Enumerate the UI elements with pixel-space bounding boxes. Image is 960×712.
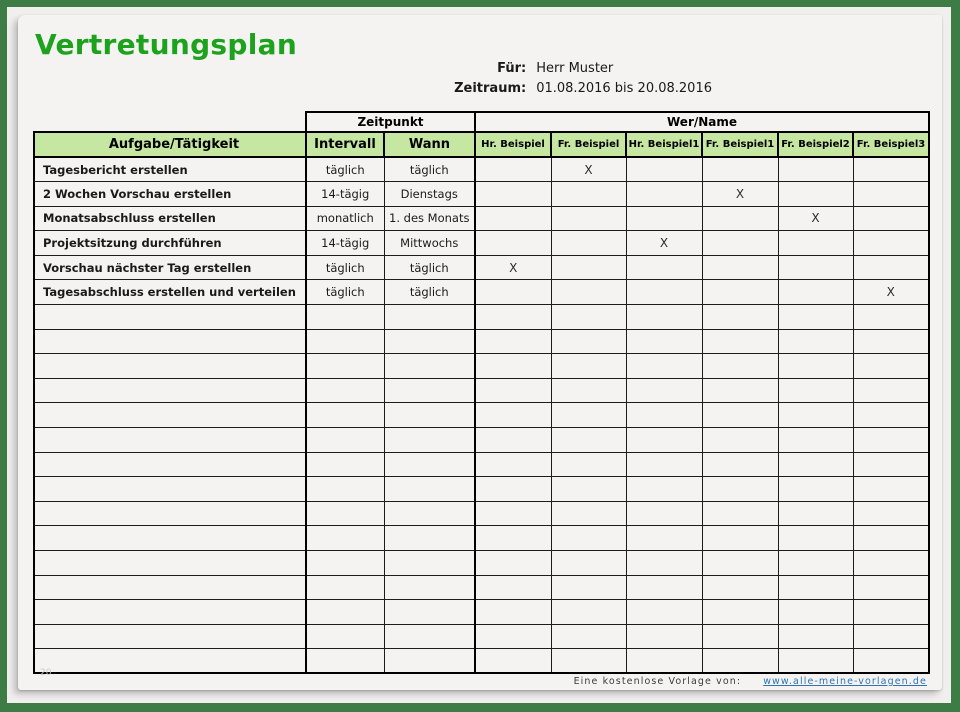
interval-cell: täglich [306, 280, 384, 305]
empty-task-row [34, 600, 929, 625]
assignment-cell [551, 600, 626, 625]
assignment-cell [778, 477, 853, 502]
assignment-cell: X [778, 206, 853, 231]
assignment-cell [702, 354, 778, 379]
assignment-cell [853, 354, 929, 379]
assignment-cell: X [853, 280, 929, 305]
interval-cell: monatlich [306, 206, 384, 231]
task-row [34, 280, 929, 305]
assignment-cell [702, 305, 778, 330]
meta-block [454, 61, 712, 96]
assignment-cell [551, 501, 626, 526]
assignment-cell [778, 305, 853, 330]
task-cell: Tagesbericht erstellen [34, 157, 306, 182]
workspace-background [7, 7, 951, 703]
task-cell [34, 551, 306, 576]
assignment-cell [626, 280, 702, 305]
assignment-cell [778, 649, 853, 674]
for-value: Herr Muster [536, 61, 614, 76]
assignment-cell [778, 378, 853, 403]
assignment-cell [853, 501, 929, 526]
assignment-cell: X [702, 182, 778, 207]
assignment-cell [475, 157, 551, 182]
interval-cell [306, 600, 384, 625]
task-cell: Monatsabschluss erstellen [34, 206, 306, 231]
assignment-cell [778, 428, 853, 453]
interval-cell [306, 452, 384, 477]
empty-task-row [34, 649, 929, 674]
assignment-cell [853, 403, 929, 428]
empty-task-row [34, 452, 929, 477]
assignment-cell [551, 354, 626, 379]
task-cell [34, 649, 306, 674]
interval-cell: 14-tägig [306, 231, 384, 256]
assignment-cell [853, 255, 929, 280]
assignment-cell [702, 624, 778, 649]
assignment-cell [778, 182, 853, 207]
assignment-cell [778, 526, 853, 551]
substitution-plan-table [33, 111, 930, 674]
assignment-cell [702, 280, 778, 305]
assignment-cell [475, 182, 551, 207]
task-cell [34, 575, 306, 600]
interval-cell [306, 428, 384, 453]
blank-corner-cell [34, 112, 306, 132]
interval-cell: täglich [306, 157, 384, 182]
when-cell [384, 428, 475, 453]
when-cell [384, 354, 475, 379]
when-cell [384, 305, 475, 330]
group-header-row [34, 112, 929, 132]
assignment-cell [853, 378, 929, 403]
empty-task-row [34, 305, 929, 330]
task-cell [34, 403, 306, 428]
assignment-cell [475, 600, 551, 625]
assignment-cell [702, 403, 778, 428]
period-label: Zeitraum: [454, 81, 527, 96]
empty-task-row [34, 624, 929, 649]
assignment-cell [551, 428, 626, 453]
task-cell [34, 354, 306, 379]
period-value: 01.08.2016 bis 20.08.2016 [536, 81, 712, 96]
footer-label: Eine kostenlose Vorlage von: [573, 676, 742, 687]
assignment-cell [853, 157, 929, 182]
empty-task-row [34, 378, 929, 403]
page-title: Vertretungsplan [35, 28, 298, 61]
task-cell: Projektsitzung durchführen [34, 231, 306, 256]
assignment-cell [853, 649, 929, 674]
assignment-cell [551, 378, 626, 403]
assignment-cell: X [551, 157, 626, 182]
interval-cell [306, 501, 384, 526]
when-cell [384, 329, 475, 354]
task-cell [34, 305, 306, 330]
page-number-watermark: 20 [40, 668, 52, 678]
assignment-cell [702, 428, 778, 453]
when-cell [384, 452, 475, 477]
task-cell [34, 501, 306, 526]
interval-cell [306, 354, 384, 379]
column-header-person-1: Hr. Beispiel [475, 132, 551, 157]
assignment-cell [475, 501, 551, 526]
assignment-cell [778, 354, 853, 379]
assignment-cell [475, 575, 551, 600]
assignment-cell [853, 206, 929, 231]
assignment-cell [475, 329, 551, 354]
when-cell: täglich [384, 157, 475, 182]
task-cell [34, 378, 306, 403]
task-cell [34, 624, 306, 649]
interval-cell: 14-tägig [306, 182, 384, 207]
task-cell [34, 428, 306, 453]
assignment-cell [475, 649, 551, 674]
assignment-cell [626, 157, 702, 182]
assignment-cell [626, 575, 702, 600]
assignment-cell [626, 182, 702, 207]
empty-task-row [34, 575, 929, 600]
document-sheet [18, 15, 942, 690]
column-header-person-5: Fr. Beispiel2 [778, 132, 853, 157]
task-cell [34, 600, 306, 625]
when-cell [384, 551, 475, 576]
group-header-wer-name: Wer/Name [475, 112, 929, 132]
assignment-cell [626, 501, 702, 526]
column-header-person-6: Fr. Beispiel3 [853, 132, 929, 157]
task-cell: Vorschau nächster Tag erstellen [34, 255, 306, 280]
when-cell: täglich [384, 255, 475, 280]
assignment-cell [778, 452, 853, 477]
assignment-cell [702, 206, 778, 231]
interval-cell [306, 378, 384, 403]
when-cell [384, 477, 475, 502]
when-cell: täglich [384, 280, 475, 305]
group-header-zeitpunkt: Zeitpunkt [306, 112, 475, 132]
task-row [34, 182, 929, 207]
assignment-cell [551, 280, 626, 305]
assignment-cell [702, 231, 778, 256]
when-cell: 1. des Monats [384, 206, 475, 231]
assignment-cell [778, 575, 853, 600]
assignment-cell [475, 624, 551, 649]
assignment-cell [475, 231, 551, 256]
when-cell [384, 378, 475, 403]
column-header-task: Aufgabe/Tätigkeit [34, 132, 306, 157]
assignment-cell [551, 206, 626, 231]
assignment-cell [551, 526, 626, 551]
task-cell [34, 452, 306, 477]
assignment-cell [853, 329, 929, 354]
task-cell [34, 477, 306, 502]
when-cell [384, 624, 475, 649]
assignment-cell [853, 452, 929, 477]
empty-task-row [34, 354, 929, 379]
footer [574, 676, 927, 687]
assignment-cell [626, 255, 702, 280]
empty-task-row [34, 526, 929, 551]
when-cell [384, 600, 475, 625]
column-header-person-3: Hr. Beispiel1 [626, 132, 702, 157]
assignment-cell [853, 428, 929, 453]
assignment-cell [702, 526, 778, 551]
assignment-cell [626, 403, 702, 428]
assignment-cell [626, 600, 702, 625]
assignment-cell: X [626, 231, 702, 256]
assignment-cell [551, 255, 626, 280]
empty-task-row [34, 403, 929, 428]
assignment-cell [853, 551, 929, 576]
task-row [34, 206, 929, 231]
assignment-cell [778, 551, 853, 576]
assignment-cell [551, 575, 626, 600]
column-header-interval: Intervall [306, 132, 384, 157]
interval-cell [306, 624, 384, 649]
assignment-cell [551, 182, 626, 207]
assignment-cell [475, 403, 551, 428]
assignment-cell [778, 280, 853, 305]
interval-cell [306, 575, 384, 600]
assignment-cell [702, 477, 778, 502]
task-cell: Tagesabschluss erstellen und verteilen [34, 280, 306, 305]
assignment-cell [551, 452, 626, 477]
assignment-cell [475, 477, 551, 502]
assignment-cell [778, 600, 853, 625]
assignment-cell [626, 477, 702, 502]
interval-cell [306, 329, 384, 354]
assignment-cell [475, 526, 551, 551]
assignment-cell [853, 231, 929, 256]
interval-cell [306, 649, 384, 674]
assignment-cell [702, 575, 778, 600]
assignment-cell [551, 649, 626, 674]
assignment-cell [475, 280, 551, 305]
assignment-cell [626, 452, 702, 477]
assignment-cell [551, 329, 626, 354]
assignment-cell [778, 624, 853, 649]
assignment-cell [626, 354, 702, 379]
when-cell [384, 526, 475, 551]
assignment-cell [702, 255, 778, 280]
task-row [34, 157, 929, 182]
when-cell [384, 649, 475, 674]
assignment-cell [475, 378, 551, 403]
assignment-cell [475, 428, 551, 453]
assignment-cell [475, 305, 551, 330]
interval-cell [306, 477, 384, 502]
assignment-cell [626, 624, 702, 649]
empty-task-row [34, 501, 929, 526]
assignment-cell [475, 206, 551, 231]
assignment-cell: X [475, 255, 551, 280]
assignment-cell [626, 305, 702, 330]
interval-cell: täglich [306, 255, 384, 280]
empty-task-row [34, 329, 929, 354]
when-cell: Mittwochs [384, 231, 475, 256]
assignment-cell [551, 624, 626, 649]
assignment-cell [702, 551, 778, 576]
assignment-cell [551, 231, 626, 256]
assignment-cell [475, 452, 551, 477]
assignment-cell [475, 551, 551, 576]
assignment-cell [475, 354, 551, 379]
assignment-cell [626, 526, 702, 551]
assignment-cell [702, 600, 778, 625]
assignment-cell [853, 600, 929, 625]
task-row [34, 231, 929, 256]
column-header-when: Wann [384, 132, 475, 157]
assignment-cell [853, 477, 929, 502]
assignment-cell [778, 329, 853, 354]
assignment-cell [626, 329, 702, 354]
assignment-cell [853, 305, 929, 330]
column-header-person-2: Fr. Beispiel [551, 132, 626, 157]
interval-cell [306, 551, 384, 576]
task-cell [34, 526, 306, 551]
assignment-cell [853, 182, 929, 207]
assignment-cell [778, 231, 853, 256]
when-cell [384, 403, 475, 428]
assignment-cell [853, 575, 929, 600]
column-header-row [34, 132, 929, 157]
assignment-cell [626, 206, 702, 231]
interval-cell [306, 403, 384, 428]
assignment-cell [853, 624, 929, 649]
task-cell: 2 Wochen Vorschau erstellen [34, 182, 306, 207]
column-header-person-4: Fr. Beispiel1 [702, 132, 778, 157]
assignment-cell [551, 477, 626, 502]
interval-cell [306, 305, 384, 330]
assignment-cell [778, 157, 853, 182]
assignment-cell [702, 649, 778, 674]
interval-cell [306, 526, 384, 551]
when-cell [384, 575, 475, 600]
assignment-cell [626, 378, 702, 403]
assignment-cell [778, 403, 853, 428]
assignment-cell [778, 501, 853, 526]
task-cell [34, 329, 306, 354]
assignment-cell [702, 329, 778, 354]
footer-link[interactable]: www.alle-meine-vorlagen.de [763, 676, 927, 687]
empty-task-row [34, 551, 929, 576]
empty-task-row [34, 428, 929, 453]
assignment-cell [551, 403, 626, 428]
assignment-cell [626, 551, 702, 576]
assignment-cell [551, 305, 626, 330]
assignment-cell [551, 551, 626, 576]
assignment-cell [626, 428, 702, 453]
when-cell [384, 501, 475, 526]
when-cell: Dienstags [384, 182, 475, 207]
assignment-cell [853, 526, 929, 551]
assignment-cell [626, 649, 702, 674]
assignment-cell [778, 255, 853, 280]
assignment-cell [702, 501, 778, 526]
for-label: Für: [497, 61, 527, 76]
assignment-cell [702, 157, 778, 182]
assignment-cell [702, 378, 778, 403]
empty-task-row [34, 477, 929, 502]
assignment-cell [702, 452, 778, 477]
task-row [34, 255, 929, 280]
